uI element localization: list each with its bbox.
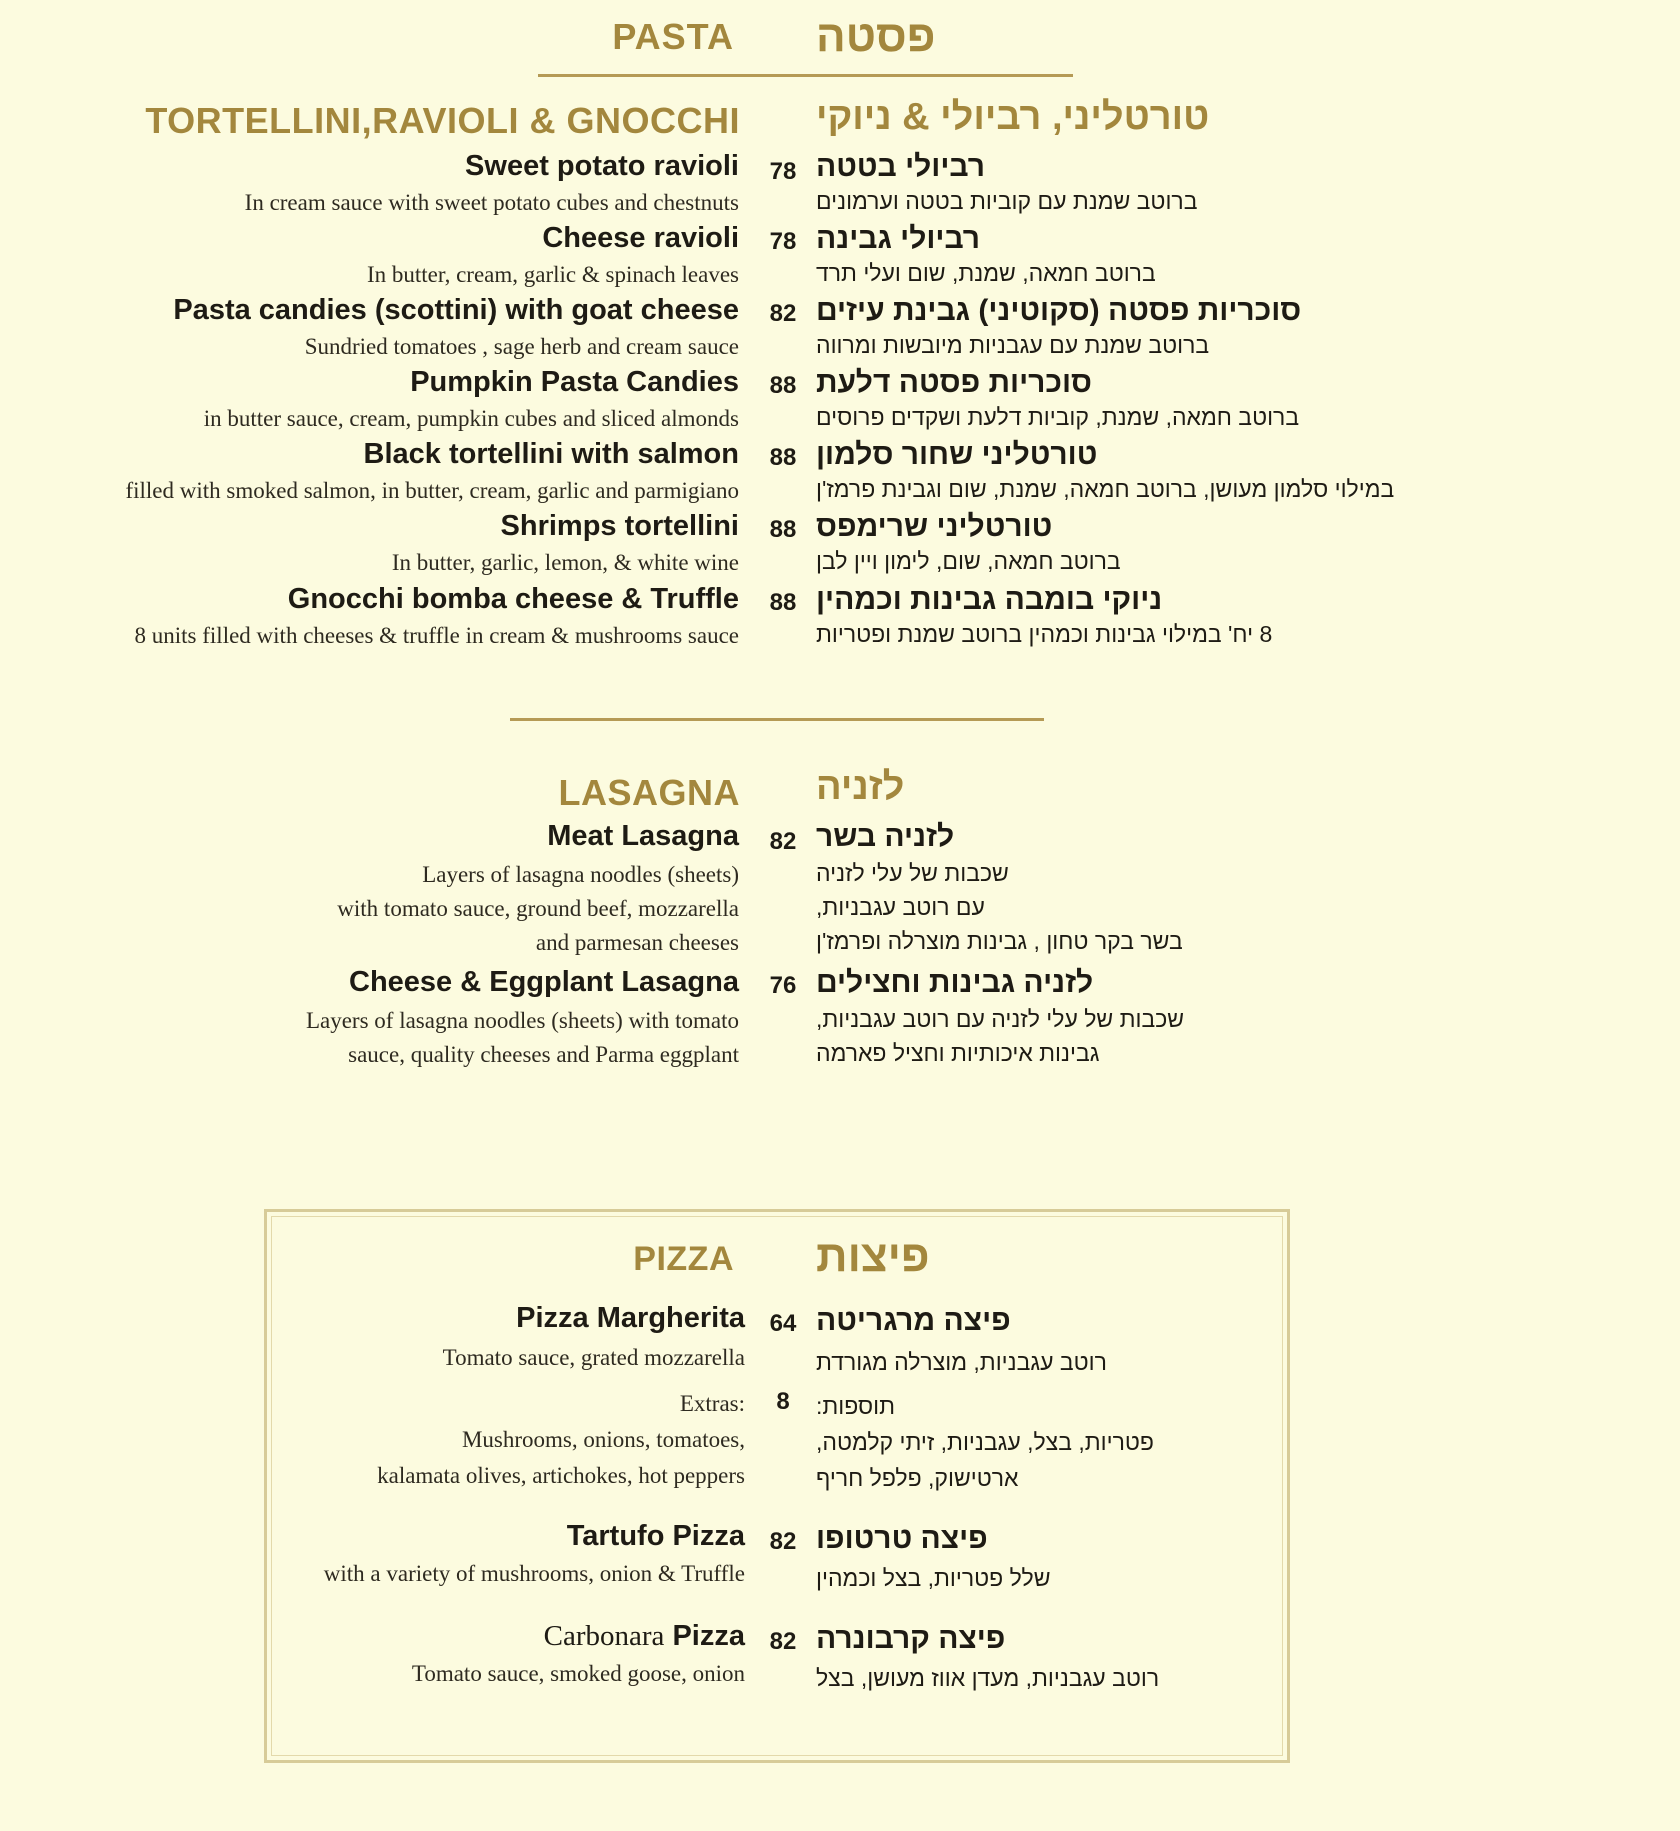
item-name-he: פיצה טרטופו — [816, 1522, 988, 1555]
item-desc-en: filled with smoked salmon, in butter, cream, garlic and parmigiano — [125, 478, 739, 503]
item-desc-en: Sundried tomatoes , sage herb and cream sauce — [304, 334, 739, 359]
item-desc-he: רוטב עגבניות, מעדן אווז מעושן, בצל — [816, 1665, 1160, 1691]
item-name-he: סוכריות פסטה דלעת — [816, 366, 1093, 399]
header-divider — [538, 74, 1073, 77]
item-price: 78 — [769, 228, 797, 255]
pasta-header-he: פסטה — [816, 12, 936, 61]
item-name-en: Pasta candies (scottini) with goat cheese — [173, 294, 739, 326]
item-name-he: ניוקי בומבה גבינות וכמהין — [816, 583, 1163, 616]
item-desc-en: with tomato sauce, ground beef, mozzarella — [337, 896, 739, 921]
item-desc-en: In cream sauce with sweet potato cubes and chestnuts — [244, 190, 739, 215]
item-price: 82 — [769, 300, 797, 327]
item-desc-en: sauce, quality cheeses and Parma eggplant — [348, 1042, 739, 1067]
extras-list-en: Mushrooms, onions, tomatoes, — [461, 1427, 745, 1452]
item-price: 82 — [769, 828, 797, 855]
item-desc-en: In butter, garlic, lemon, & white wine — [391, 550, 739, 575]
lasagna-section-title-he: לזניה — [816, 766, 905, 808]
item-name-he: לזניה בשר — [816, 820, 955, 853]
extras-list-he: פטריות, בצל, עגבניות, זיתי קלמטה, — [816, 1429, 1154, 1455]
item-desc-he: במילוי סלמון מעושן, ברוטב חמאה, שמנת, שום וגבינת פרמז'ן — [816, 476, 1395, 502]
item-price: 78 — [769, 158, 797, 185]
extras-list-en: kalamata olives, artichokes, hot peppers — [377, 1463, 745, 1488]
item-name-en: Sweet potato ravioli — [465, 150, 739, 182]
item-name-en: Gnocchi bomba cheese & Truffle — [287, 583, 739, 615]
item-desc-en: in butter sauce, cream, pumpkin cubes and sliced almonds — [203, 406, 739, 431]
item-name-en: Cheese ravioli — [542, 222, 739, 254]
item-name-en: Tartufo Pizza — [566, 1520, 745, 1552]
item-desc-he: שכבות של עלי לזניה עם רוטב עגבניות, — [816, 1006, 1185, 1032]
extras-list-he: ארטישוק, פלפל חריף — [816, 1465, 1019, 1491]
item-desc-en: Tomato sauce, smoked goose, onion — [411, 1661, 745, 1686]
item-name-he: רביולי בטטה — [816, 150, 985, 183]
item-price: 64 — [769, 1310, 797, 1337]
extras-label-en: Extras: — [679, 1391, 745, 1416]
item-desc-he: ברוטב חמאה, שמנת, שום ועלי תרד — [816, 260, 1156, 286]
item-desc-he: רוטב עגבניות, מוצרלה מגורדת — [816, 1349, 1107, 1375]
extras-label-he: תוספות: — [816, 1393, 896, 1419]
item-desc-he: שלל פטריות, בצל וכמהין — [816, 1565, 1051, 1591]
pasta-section-title-he: טורטליני, רביולי & ניוקי — [816, 96, 1210, 138]
item-desc-he: גבינות איכותיות וחציל פארמה — [816, 1040, 1100, 1066]
item-price: 88 — [769, 589, 797, 616]
item-price: 82 — [769, 1628, 797, 1655]
item-name-he: רביולי גבינה — [816, 222, 981, 255]
pizza-section-title-he: פיצות — [816, 1232, 930, 1281]
item-desc-he: 8 יח' במילוי גבינות וכמהין ברוטב שמנת ופטריות — [816, 621, 1273, 647]
item-desc-he: ברוטב שמנת עם עגבניות מיובשות ומרווה — [816, 332, 1210, 358]
item-name-he: טורטליני שרימפס — [816, 510, 1053, 543]
item-desc-he: שכבות של עלי לזניה — [816, 860, 1009, 886]
item-name-he: לזניה גבינות וחצילים — [816, 966, 1094, 999]
item-desc-he: ברוטב שמנת עם קוביות בטטה וערמונים — [816, 188, 1198, 214]
item-name-he: פיצה מרגריטה — [816, 1304, 1011, 1337]
pasta-header-en: PASTA — [612, 16, 734, 57]
item-desc-he: ברוטב חמאה, שום, לימון ויין לבן — [816, 548, 1121, 574]
item-name-en: Pizza Margherita — [516, 1302, 745, 1334]
item-desc-en: and parmesan cheeses — [535, 930, 739, 955]
item-price: 76 — [769, 972, 797, 999]
item-name-en: Pumpkin Pasta Candies — [410, 366, 739, 398]
section-divider — [510, 718, 1044, 721]
item-desc-en: 8 units filled with cheeses & truffle in cream & mushrooms sauce — [134, 623, 739, 648]
item-price: 88 — [769, 516, 797, 543]
item-desc-en: Layers of lasagna noodles (sheets) with tomato — [305, 1008, 739, 1033]
item-name-en: Black tortellini with salmon — [363, 438, 739, 470]
item-name-en-part: Pizza — [672, 1620, 745, 1652]
lasagna-section-title-en: LASAGNA — [558, 772, 740, 813]
pasta-section-title-en: TORTELLINI,RAVIOLI & GNOCCHI — [145, 100, 740, 141]
extras-price: 8 — [776, 1388, 790, 1415]
item-name-en — [544, 1620, 745, 1653]
item-name-en-part: Carbonara — [543, 1620, 665, 1652]
pizza-section-title-en: PIZZA — [633, 1240, 734, 1278]
item-price: 82 — [769, 1528, 797, 1555]
item-name-he: פיצה קרבונרה — [816, 1622, 1006, 1655]
item-desc-en: Layers of lasagna noodles (sheets) — [422, 862, 739, 887]
item-name-he: טורטליני שחור סלמון — [816, 438, 1098, 471]
item-price: 88 — [769, 372, 797, 399]
item-price: 88 — [769, 444, 797, 471]
item-desc-he: עם רוטב עגבניות, — [816, 894, 985, 920]
item-name-en: Meat Lasagna — [547, 820, 739, 852]
item-name-en: Shrimps tortellini — [500, 510, 739, 542]
item-desc-en: with a variety of mushrooms, onion & Truffle — [323, 1561, 745, 1586]
item-name-he: סוכריות פסטה (סקוטיני) גבינת עיזים — [816, 294, 1302, 327]
item-desc-en: Tomato sauce, grated mozzarella — [442, 1345, 745, 1370]
item-desc-en: In butter, cream, garlic & spinach leaves — [366, 262, 739, 287]
item-name-en: Cheese & Eggplant Lasagna — [349, 966, 739, 998]
item-desc-he: ברוטב חמאה, שמנת, קוביות דלעת ושקדים פרוסים — [816, 404, 1300, 430]
item-desc-he: בשר בקר טחון , גבינות מוצרלה ופרמז'ן — [816, 928, 1183, 954]
